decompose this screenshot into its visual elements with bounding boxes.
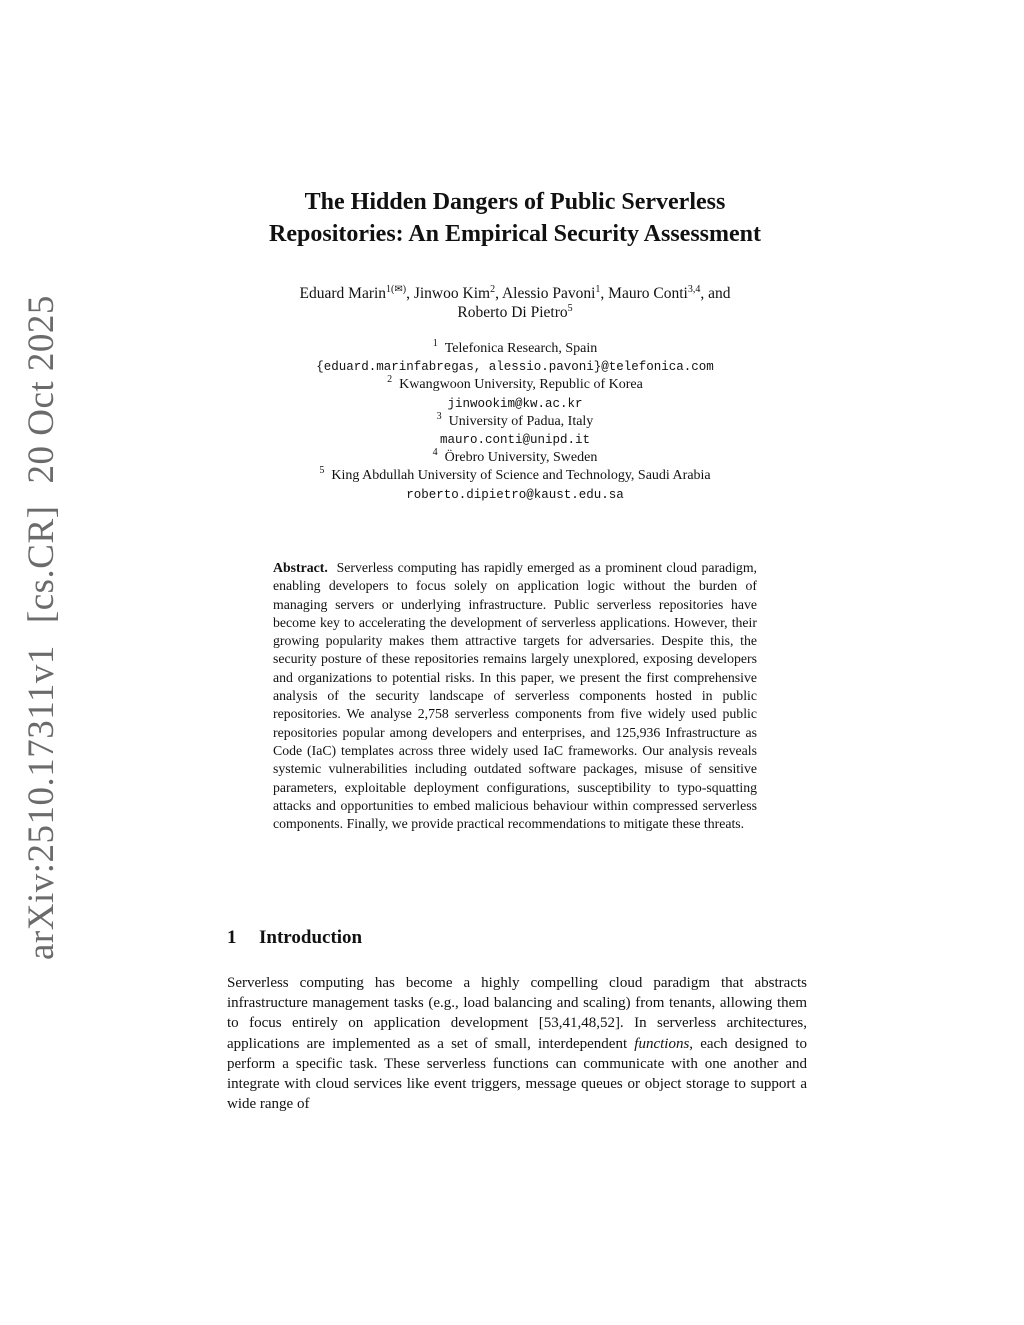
abstract-text: Serverless computing has rapidly emerged as a prominent cloud paradigm, enabling developers to focus solely on application logic without the burden of managing servers or underlying infrastructure. Public serverless repositories have become key to accelerating the development of serverless applications. However, their growing popularity makes them attractive targets for adversaries. Despite this, the security posture of these repositories remains largely unexplored, exposing developers and organizations to potential risks. In this paper, we present the first comprehensive analysis of the security landscape of serverless components hosted in public repositories. We analyse 2,758 serverless components from five widely used public repositories popular among developers and enterprises, and 125,936 Infrastructure as Code (IaC) templates across three widely used IaC frameworks. Our analysis reveals systemic vulnerabilities including outdated software packages, misuse of sensitive parameters, exploitable deployment configurations, susceptibility to typo-squatting attacks and opportunities to embed malicious behaviour within compressed serverless components. Finally, we provide practical recommendations to mitigate these threats. <box>273 560 757 832</box>
paper-title <box>180 186 850 250</box>
author-name: Mauro Conti <box>608 285 688 302</box>
arxiv-date: 20 Oct 2025 <box>21 295 62 484</box>
arxiv-category: [cs.CR] <box>21 505 62 624</box>
affiliation-number: 3 <box>436 410 442 422</box>
intro-text-1: Serverless computing has become a highly compelling cloud paradigm that abstracts infrastructure management tasks (e.g., load balancing and scaling) from tenants, allowing them to focus entirely on application development [53,41,48,52]. In serverless architectures, applications are implemented as a set of small, interdependent <box>227 975 807 1052</box>
author-name: Roberto Di Pietro <box>457 304 568 321</box>
affiliation-number: 2 <box>387 374 393 386</box>
title-line-1: The Hidden Dangers of Public Serverless <box>304 189 726 215</box>
affiliation-line <box>180 410 850 431</box>
affiliation-name: Kwangwoon University, Republic of Korea <box>399 377 643 393</box>
affiliation-number: 5 <box>319 465 325 477</box>
section-number: 1 <box>227 927 237 948</box>
author-list: Eduard Marin$^{1(✉)}$, Jinwoo Kim$^2$, Alessio Pavoni$^1$, Mauro Conti$^{3,4}$, and Roberto Di Pietro$^5$ <box>299 284 731 321</box>
affiliations <box>180 340 850 504</box>
abstract <box>273 559 757 833</box>
arxiv-stamp <box>20 295 63 960</box>
affiliation-number: 1 <box>432 338 438 349</box>
intro-paragraph <box>227 973 807 1114</box>
intro-text-2: , each designed to perform a specific task. These serverless functions can communicate with one another and integrate with cloud services like event triggers, message queues or object storage to support a wide range of <box>227 1035 807 1113</box>
affiliation-name: University of Padua, Italy <box>448 413 594 429</box>
affiliation-email[interactable]: roberto.dipietro@kaust.edu.sa <box>406 487 624 502</box>
affiliation-line <box>180 449 850 467</box>
section-title: Introduction <box>259 927 363 948</box>
intro-emphasis: functions <box>634 1035 690 1052</box>
author-mark: 2 <box>490 284 496 295</box>
author-mark: 1 <box>595 284 601 295</box>
author-mark: 1(✉) <box>386 284 407 295</box>
arxiv-id[interactable]: arXiv:2510.17311v1 <box>21 645 62 960</box>
affiliation-name: Örebro University, Sweden <box>444 450 598 466</box>
section-heading <box>227 927 362 949</box>
author-conjunction: , and <box>700 285 731 302</box>
author-name: Eduard Marin <box>299 285 387 302</box>
affiliation-number: 4 <box>432 447 438 459</box>
author-mark: 3,4 <box>687 284 701 295</box>
affiliation-line <box>180 340 850 358</box>
title-line-2: Repositories: An Empirical Security Assessment <box>269 221 761 247</box>
author-mark: 5 <box>567 303 573 314</box>
affiliation-email[interactable]: {eduard.marinfabregas, alessio.pavoni}@telefonica.com <box>316 360 714 375</box>
abstract-label: Abstract. <box>273 560 328 575</box>
affiliation-email[interactable]: jinwookim@kw.ac.kr <box>447 396 583 411</box>
affiliation-line <box>180 467 850 485</box>
author-name: Jinwoo Kim <box>413 285 491 302</box>
affiliation-name: Telefonica Research, Spain <box>444 341 598 356</box>
affiliation-email[interactable]: mauro.conti@unipd.it <box>439 433 591 448</box>
affiliation-line <box>180 376 850 394</box>
author-name: Alessio Pavoni <box>501 285 596 302</box>
affiliation-name: King Abdullah University of Science and Technology, Saudi Arabia <box>331 468 711 484</box>
